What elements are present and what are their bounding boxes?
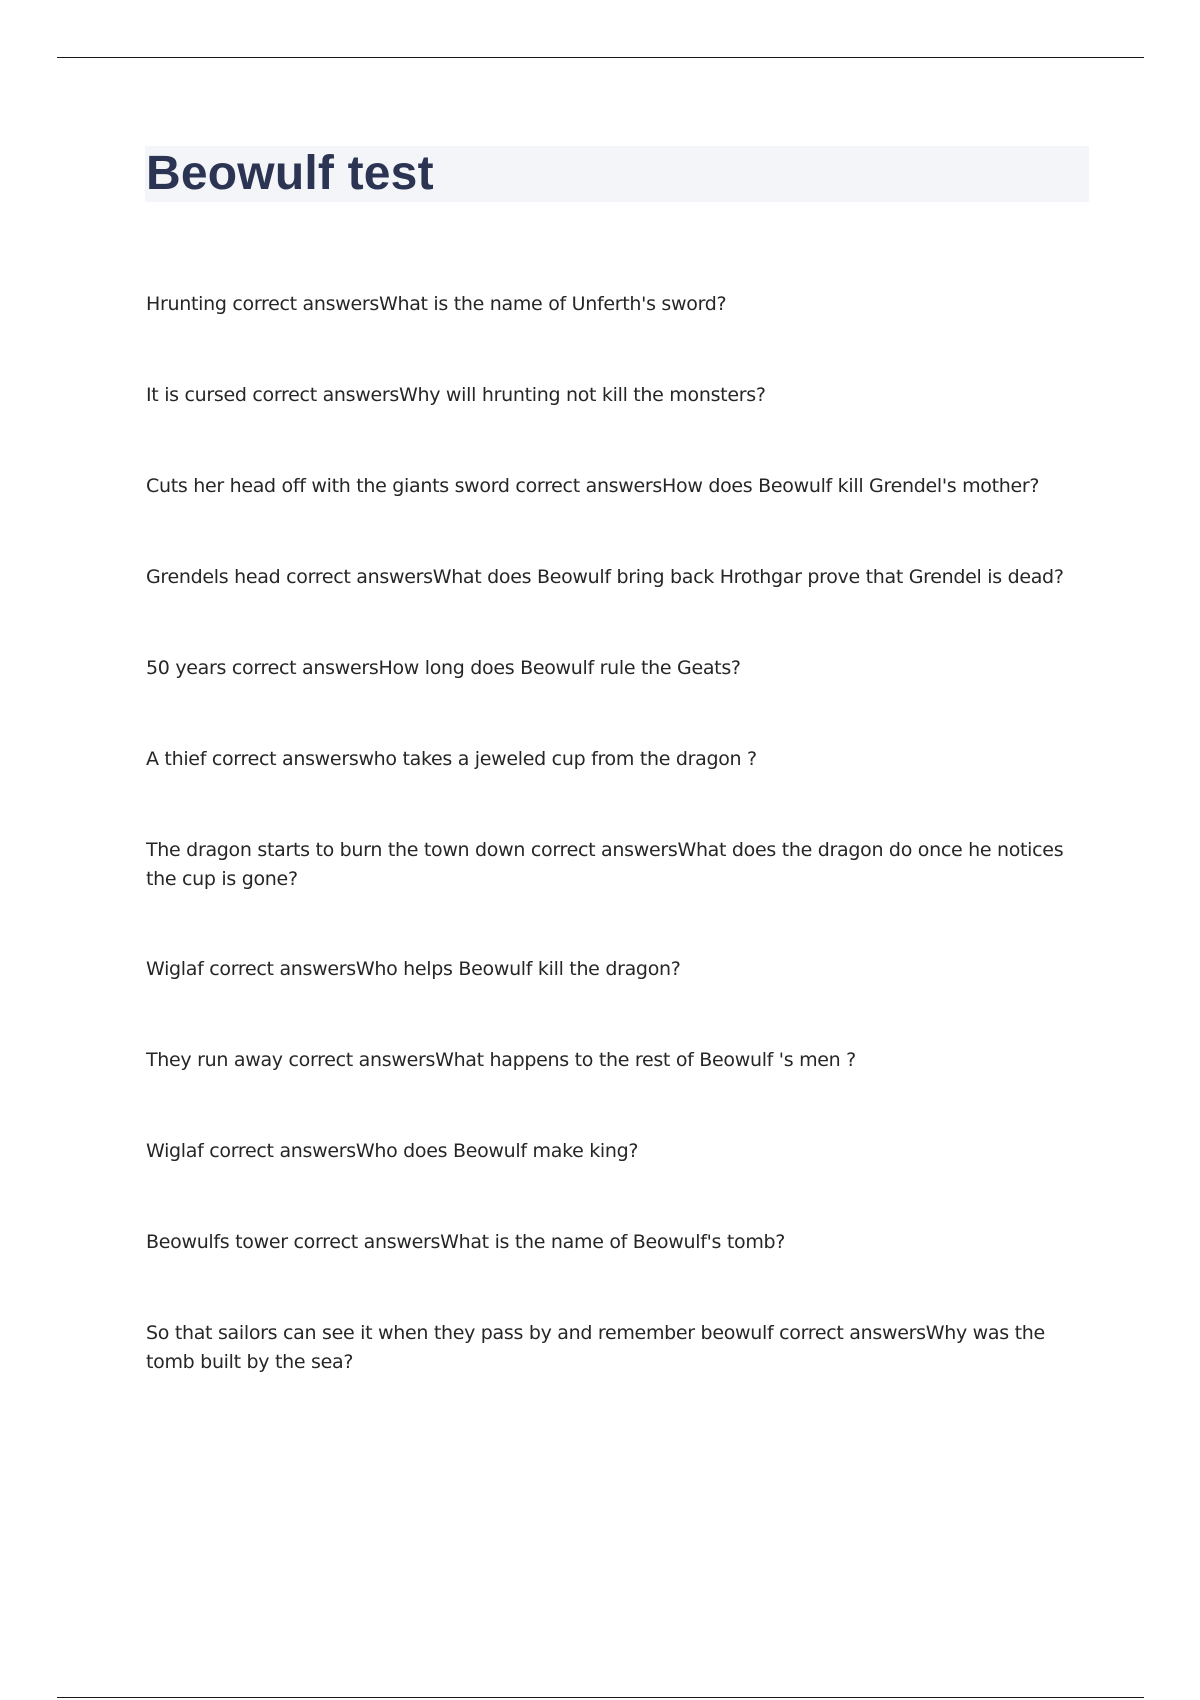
qa-question: Why was the tomb built by the sea? [146,1322,1045,1373]
qa-question: What happens to the rest of Beowulf 's men ? [435,1049,856,1071]
qa-question: Who does Beowulf make king? [355,1140,639,1162]
qa-question: What does Beowulf bring back Hrothgar prove that Grendel is dead? [432,566,1064,588]
header-rule [57,57,1144,58]
qa-answer: Cuts her head off with the giants sword [146,475,510,497]
document-title: Beowulf test [146,147,434,200]
qa-item [146,836,1086,894]
qa-item [146,955,1086,984]
qa-question: What does the dragon do once he notices the cup is gone? [146,839,1064,890]
qa-item [146,1137,1086,1166]
qa-marker: correct answers [773,1322,926,1344]
qa-marker: correct answers [509,475,663,497]
qa-item [146,1319,1086,1377]
qa-answer: 50 years [146,657,227,679]
qa-item [146,472,1086,501]
qa-question: How does Beowulf kill Grendel's mother? [662,475,1040,497]
qa-item [146,1228,1086,1257]
qa-question: Why will hrunting not kill the monsters? [399,384,766,406]
qa-answer: Hrunting [146,293,227,315]
qa-marker: correct answers [203,958,356,980]
qa-answer: Wiglaf [146,958,204,980]
qa-question: How long does Beowulf rule the Geats? [378,657,741,679]
qa-marker: correct answers [226,657,379,679]
qa-question: What is the name of Unferth's sword? [378,293,727,315]
qa-marker: correct answers [287,1231,441,1253]
qa-answer: Grendels head [146,566,281,588]
qa-marker: correct answers [226,293,379,315]
qa-marker: correct answers [246,384,400,406]
qa-marker: correct answers [282,1049,436,1071]
qa-marker: correct answers [203,1140,356,1162]
qa-item [146,1046,1086,1075]
qa-answer: A thief [146,748,207,770]
qa-question: Who helps Beowulf kill the dragon? [355,958,681,980]
qa-answer: It is cursed [146,384,247,406]
qa-answer: So that sailors can see it when they pass by and remember beowulf [146,1322,774,1344]
qa-item [146,745,1086,774]
qa-marker: correct answers [206,748,359,770]
footer-rule [57,1697,1144,1698]
qa-item [146,290,1086,319]
qa-marker: correct answers [280,566,433,588]
qa-answer: They run away [146,1049,283,1071]
qa-question: What is the name of Beowulf's tomb? [440,1231,786,1253]
qa-marker: correct answers [525,839,678,861]
qa-item [146,563,1086,592]
qa-answer: The dragon starts to burn the town down [146,839,526,861]
qa-answer: Beowulfs tower [146,1231,288,1253]
qa-answer: Wiglaf [146,1140,204,1162]
qa-question: who takes a jeweled cup from the dragon ? [358,748,757,770]
qa-item [146,381,1086,410]
qa-item [146,654,1086,683]
